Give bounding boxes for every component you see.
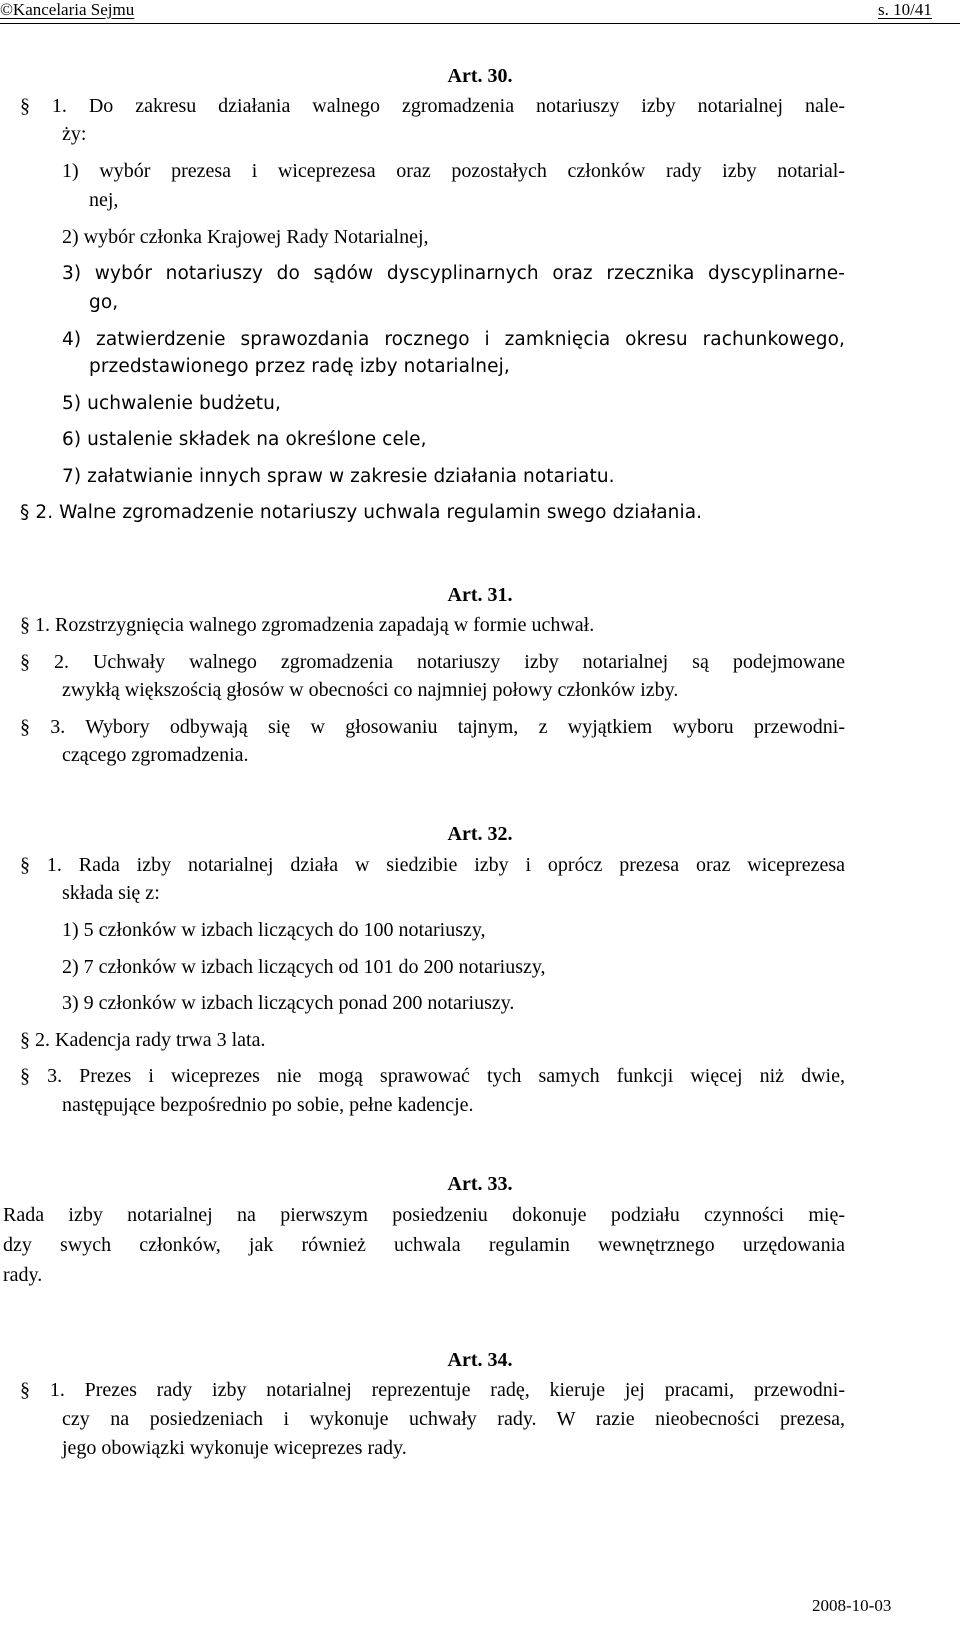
- article-32-title: Art. 32.: [447, 823, 513, 845]
- art34-par1-line1: § 1. Prezes rady izby notarialnej reprezentuje radę, kieruje jej pracami, przewodni-: [20, 1379, 845, 1401]
- art30-par2: § 2. Walne zgromadzenie notariuszy uchwala regulamin swego działania.: [20, 502, 703, 523]
- article-30-title: Art. 30.: [447, 65, 513, 87]
- art30-item7: 7) załatwianie innych spraw w zakresie działania notariatu.: [62, 466, 615, 487]
- art31-par3-line2: czącego zgromadzenia.: [62, 744, 249, 766]
- page-number-link[interactable]: s. 10/41: [878, 0, 932, 19]
- art30-par1-line2: ży:: [62, 123, 87, 145]
- art31-par3-line1: § 3. Wybory odbywają się w głosowaniu tajnym, z wyjątkiem wyboru przewodni-: [20, 716, 845, 738]
- art32-par1-line1: § 1. Rada izby notarialnej działa w siedzibie izby i oprócz prezesa oraz wiceprezesa: [20, 854, 845, 876]
- art33-line2: dzy swych członków, jak również uchwala regulamin wewnętrznego urzędowania: [3, 1234, 845, 1256]
- art33-line3: rady.: [3, 1264, 43, 1286]
- art30-item4-line2: przedstawionego przez radę izby notarialnej,: [89, 356, 510, 377]
- art31-par2-line2: zwykłą większością głosów w obecności co najmniej połowy członków izby.: [62, 679, 679, 701]
- art34-par1-line3: jego obowiązki wykonuje wiceprezes rady.: [62, 1437, 407, 1459]
- art30-item2: 2) wybór członka Krajowej Rady Notarialnej,: [62, 226, 429, 248]
- art32-par2: § 2. Kadencja rady trwa 3 lata.: [20, 1029, 266, 1051]
- art30-par1-line1: § 1. Do zakresu działania walnego zgromadzenia notariuszy izby notarialnej nale-: [20, 95, 845, 117]
- art32-item1: 1) 5 członków w izbach liczących do 100 notariuszy,: [62, 919, 486, 941]
- art32-par3-line2: następujące bezpośrednio po sobie, pełne kadencje.: [62, 1094, 474, 1116]
- art31-par1: § 1. Rozstrzygnięcia walnego zgromadzenia zapadają w formie uchwał.: [20, 614, 595, 636]
- art32-par3-line1: § 3. Prezes i wiceprezes nie mogą sprawować tych samych funkcji więcej niż dwie,: [20, 1065, 845, 1087]
- header-divider: [0, 23, 960, 24]
- page-header: [0, 0, 960, 24]
- article-31-title: Art. 31.: [447, 584, 513, 606]
- art30-item6: 6) ustalenie składek na określone cele,: [62, 429, 427, 450]
- art31-par2-line1: § 2. Uchwały walnego zgromadzenia notariuszy izby notarialnej są podejmowane: [20, 651, 845, 673]
- art30-item3-line1: 3) wybór notariuszy do sądów dyscyplinarnych oraz rzecznika dyscyplinarne-: [62, 263, 845, 284]
- art32-item2: 2) 7 członków w izbach liczących od 101 do 200 notariuszy,: [62, 956, 546, 978]
- copyright-link[interactable]: ©Kancelaria Sejmu: [0, 0, 135, 19]
- art32-par1-line2: składa się z:: [62, 882, 160, 904]
- art32-item3: 3) 9 członków w izbach liczących ponad 200 notariuszy.: [62, 992, 515, 1014]
- art30-item1-line2: nej,: [89, 189, 119, 211]
- art30-item4-line1: 4) zatwierdzenie sprawozdania rocznego i zamknięcia okresu rachunkowego,: [62, 329, 845, 350]
- art30-item5: 5) uchwalenie budżetu,: [62, 393, 281, 414]
- art33-line1: Rada izby notarialnej na pierwszym posiedzeniu dokonuje podziału czynności mię-: [3, 1204, 845, 1226]
- art34-par1-line2: czy na posiedzeniach i wykonuje uchwały rady. W razie nieobecności prezesa,: [62, 1408, 845, 1430]
- article-34-title: Art. 34.: [447, 1349, 513, 1371]
- art30-item1-line1: 1) wybór prezesa i wiceprezesa oraz pozostałych członków rady izby notarial-: [62, 160, 845, 182]
- footer-date: 2008-10-03: [812, 1596, 892, 1615]
- art30-item3-line2: go,: [89, 292, 119, 313]
- article-33-title: Art. 33.: [447, 1173, 513, 1195]
